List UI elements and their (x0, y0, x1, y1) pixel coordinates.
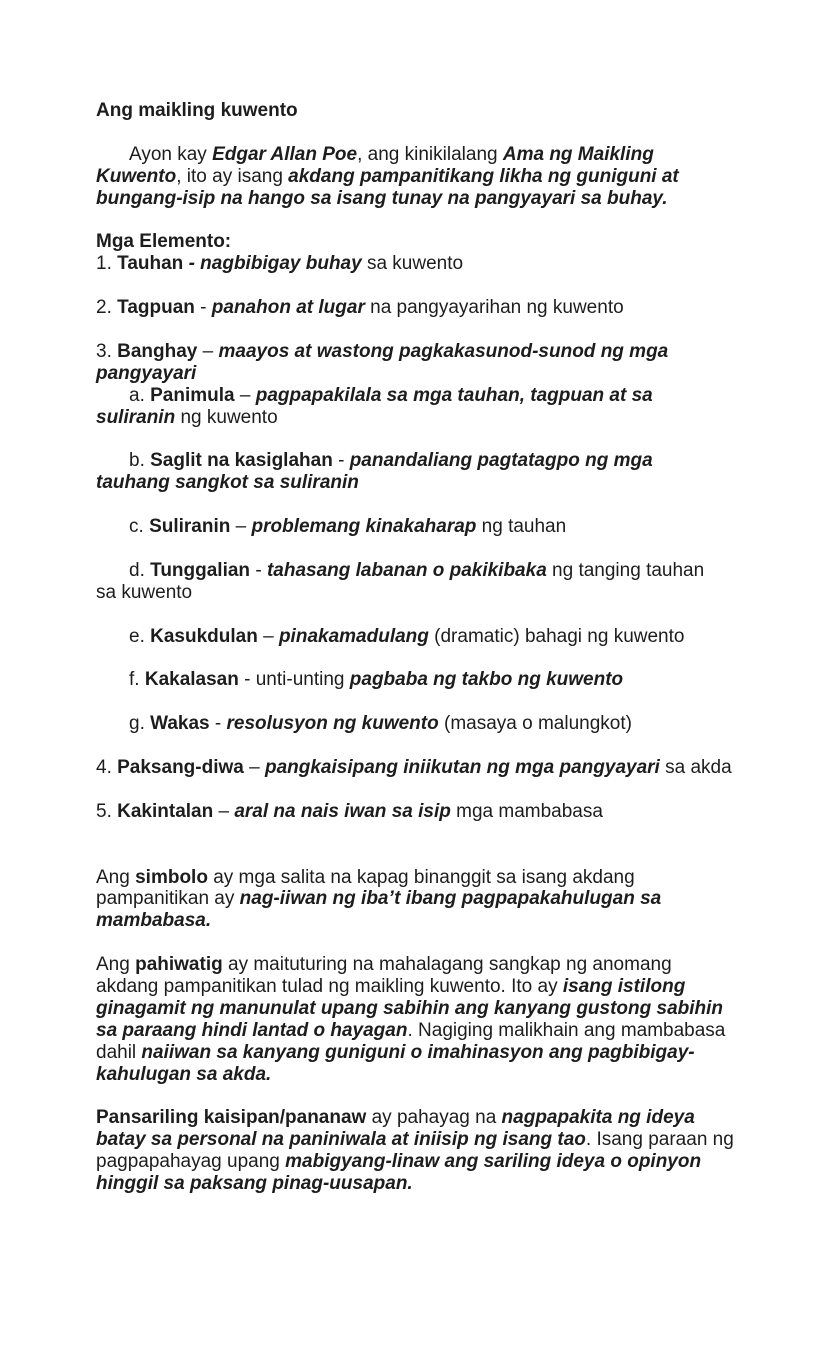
text-run: Ang maikling kuwento (96, 100, 298, 121)
text-run: Ayon kay (129, 143, 213, 165)
text-run: ginagamit ng manunulat upang sabihin ang kanyang gustong sabihin (96, 997, 724, 1019)
text-run: pahiwatig (135, 954, 223, 976)
text-run: Saglit na kasiglahan (150, 450, 333, 472)
text-run: maayos at wastong pagkakasunod-sunod ng mga (218, 340, 669, 362)
text-run: ng tanging tauhan (546, 559, 705, 581)
text-run: – (234, 384, 256, 406)
text-run: bungang-isip na hango sa isang tunay na pangyayari sa buhay. (96, 187, 668, 209)
text-run: - (250, 559, 267, 581)
text-run: akdang pampanitikan tulad ng maikling kuwento. Ito ay (96, 976, 563, 998)
element-3d-tunggalian (96, 560, 780, 604)
text-run: g. (129, 713, 151, 735)
text-run: dahil (96, 1041, 142, 1063)
text-run: Kasukdulan (150, 625, 258, 647)
text-run: (dramatic) bahagi ng kuwento (428, 625, 685, 647)
text-run: pampanitikan ay (96, 888, 240, 910)
text-run: - (209, 713, 227, 735)
text-run: panahon at lugar (211, 297, 365, 319)
text-run: sa kuwento (361, 253, 464, 275)
text-run: mambabasa. (96, 910, 212, 932)
text-run: tauhang sangkot sa suliranin (96, 472, 359, 494)
element-3f-kakalasan (96, 669, 780, 691)
text-run: Pansariling kaisipan/pananaw (96, 1107, 367, 1129)
text-run: batay sa personal na paniniwala at iniisip ng isang tao (96, 1129, 586, 1151)
text-run: , ito ay isang (176, 165, 289, 187)
text-run: . Isang paraan ng (585, 1129, 734, 1151)
doc-title (96, 100, 780, 122)
text-run: akdang pampanitikang likha ng guniguni at (288, 165, 679, 187)
text-run: – (197, 340, 219, 362)
text-run: Paksang-diwa (117, 757, 244, 779)
element-3c-suliranin (96, 516, 780, 538)
text-run: Kakalasan (144, 669, 239, 691)
text-run: Tagpuan (117, 297, 195, 319)
text-run: pagpapahayag upang (96, 1151, 286, 1173)
text-run: pangyayari (96, 362, 197, 384)
elements-heading (96, 231, 780, 253)
element-5-kakintalan (96, 801, 780, 823)
text-run: - (332, 450, 350, 472)
text-run: e. (129, 625, 151, 647)
simbolo-paragraph (96, 867, 780, 933)
text-run: Tauhan (117, 253, 189, 275)
text-run: 4. (96, 757, 118, 779)
text-run: ay pahayag na (366, 1107, 502, 1129)
text-run: – (243, 757, 265, 779)
text-run: ay mga salita na kapag binanggit sa isang akdang (207, 866, 635, 888)
text-run: 3. (96, 340, 118, 362)
text-run: panandaliang pagtatagpo ng mga (349, 450, 653, 472)
text-run: naiiwan sa kanyang guniguni o imahinasyon ang pagbibigay- (141, 1041, 695, 1063)
text-run: Mga Elemento: (96, 231, 232, 253)
text-run: kahulugan sa akda. (96, 1063, 272, 1085)
text-run: Ama ng Maikling (502, 143, 654, 165)
text-run: mabigyang-linaw ang sariling ideya o opinyon (285, 1151, 702, 1173)
text-run: - nagbibigay buhay (188, 253, 362, 275)
text-run: nag-iiwan ng iba’t ibang pagpapakahulugan sa (239, 888, 662, 910)
text-run: 5. (96, 800, 118, 822)
text-run: pagpapakilala sa mga tauhan, tagpuan at sa (255, 384, 653, 406)
text-run: c. (129, 516, 150, 538)
text-run: na pangyayarihan ng kuwento (364, 297, 624, 319)
text-run: Kuwento (96, 165, 177, 187)
text-run: sa akda (659, 757, 732, 779)
text-run: Wakas (150, 713, 210, 735)
pansariling-kaisipan-paragraph (96, 1107, 780, 1195)
text-run: Kakintalan (117, 800, 214, 822)
text-run: – (230, 516, 252, 538)
text-run: a. (129, 384, 151, 406)
text-run: mga mambabasa (450, 800, 603, 822)
text-run: Tunggalian (150, 559, 251, 581)
text-run: ng kuwento (175, 406, 278, 428)
text-run: – (257, 625, 279, 647)
text-run: suliranin (96, 406, 176, 428)
text-run: Edgar Allan Poe (212, 143, 358, 165)
text-run: Ang (96, 954, 136, 976)
text-run: . Nagiging malikhain ang mambabasa (407, 1019, 726, 1041)
text-run: Suliranin (149, 516, 231, 538)
text-run: hinggil sa paksang pinag-uusapan. (96, 1173, 413, 1195)
element-3g-wakas (96, 713, 780, 735)
text-run: sa paraang hindi lantad o hayagan (96, 1019, 408, 1041)
intro-paragraph (96, 144, 780, 210)
text-run: f. (129, 669, 145, 691)
text-run: pagbaba ng takbo ng kuwento (349, 669, 624, 691)
text-run: tahasang labanan o pakikibaka (266, 559, 547, 581)
text-run: , ang kinikilalang (357, 143, 503, 165)
element-2-tagpuan (96, 297, 780, 319)
text-run: - (194, 297, 212, 319)
text-run: resolusyon ng kuwento (226, 713, 439, 735)
text-run: isang istilong (562, 976, 686, 998)
text-run: 1. (96, 253, 118, 275)
element-3b-saglit-na-kasiglahan (96, 450, 780, 494)
text-run: problemang kinakaharap (251, 516, 477, 538)
text-run: Banghay (117, 340, 198, 362)
text-run: sa kuwento (96, 581, 193, 603)
text-run: ay maituturing na mahalagang sangkap ng anomang (222, 954, 672, 976)
text-run: – (213, 800, 235, 822)
text-run: ng tauhan (476, 516, 567, 538)
text-run: pinakamadulang (278, 625, 429, 647)
text-run: b. (129, 450, 151, 472)
text-run: Ang (96, 866, 136, 888)
text-run: d. (129, 559, 151, 581)
text-run: aral na nais iwan sa isip (234, 800, 451, 822)
text-run: Panimula (150, 384, 235, 406)
text-run: pangkaisipang iniikutan ng mga pangyayari (264, 757, 660, 779)
element-4-paksang-diwa (96, 757, 780, 779)
text-run: 2. (96, 297, 118, 319)
element-3-banghay (96, 341, 780, 385)
text-run: - unti-unting (238, 669, 350, 691)
text-run: nagpapakita ng ideya (501, 1107, 695, 1129)
element-1-tauhan (96, 253, 780, 275)
text-run: simbolo (135, 866, 208, 888)
pahiwatig-paragraph (96, 954, 780, 1085)
element-3e-kasukdulan (96, 626, 780, 648)
document-body (96, 100, 780, 1195)
text-run: (masaya o malungkot) (438, 713, 632, 735)
element-3a-panimula (96, 385, 780, 429)
